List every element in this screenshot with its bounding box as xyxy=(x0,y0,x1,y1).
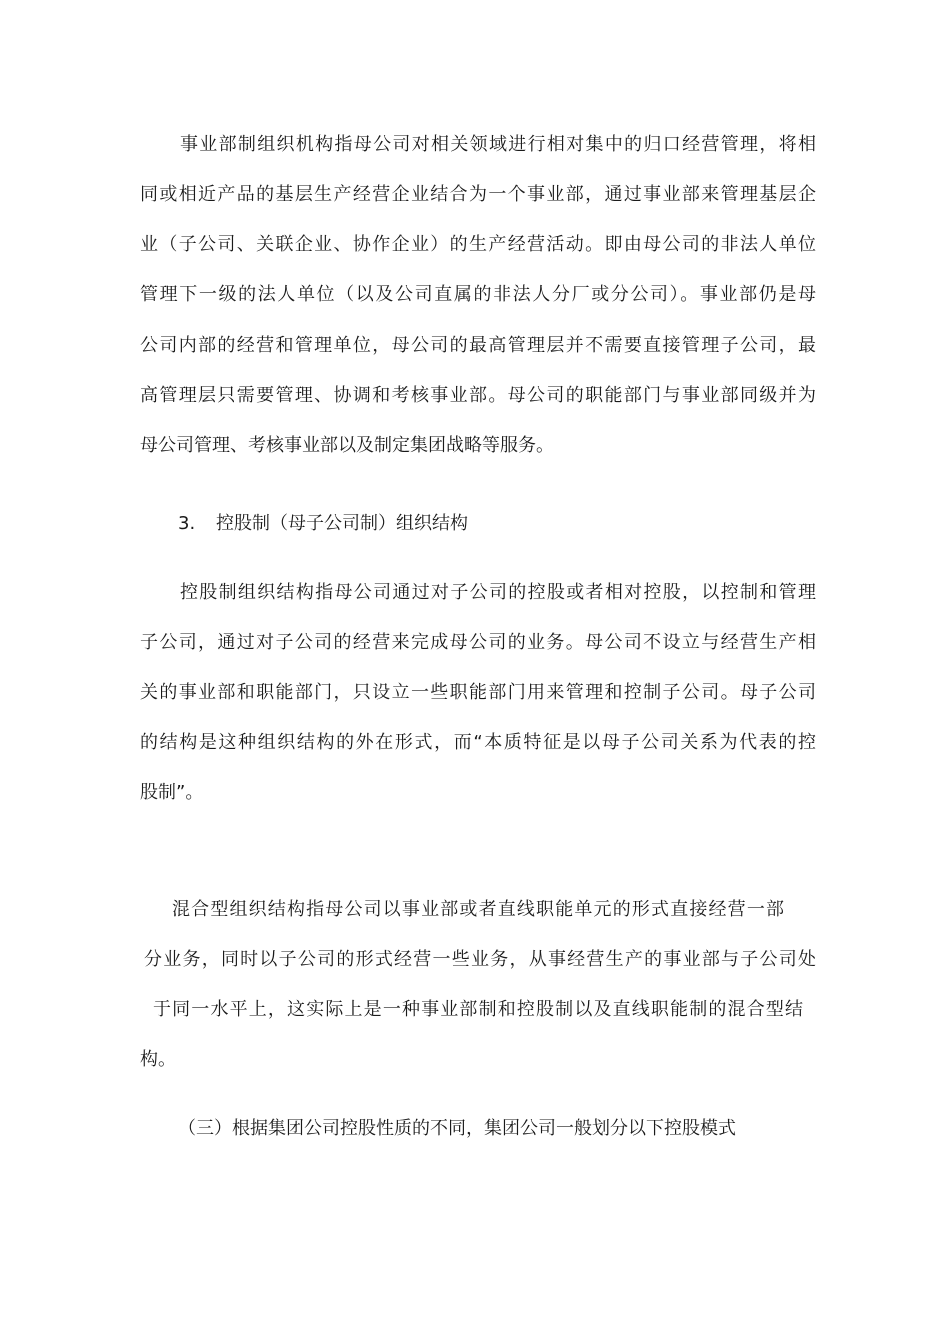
paragraph-line: 分业务，同时以子公司的形式经营一些业务，从事经营生产的事业部与子公司处 xyxy=(144,949,816,970)
paragraph-line: 股制”。 xyxy=(140,782,204,803)
heading-title: 控股制（母子公司制）组织结构 xyxy=(216,513,468,534)
paragraph-line: 同或相近产品的基层生产经营企业结合为一个事业部，通过事业部来管理基层企 xyxy=(140,184,816,205)
paragraph-line: 子公司，通过对子公司的经营来完成母公司的业务。母公司不设立与经营生产相 xyxy=(140,632,816,653)
paragraph-line: 管理下一级的法人单位（以及公司直属的非法人分厂或分公司）。事业部仍是母 xyxy=(140,284,816,305)
paragraph-line: 构。 xyxy=(140,1049,176,1070)
paragraph-line: 公司内部的经营和管理单位，母公司的最高管理层并不需要直接管理子公司，最 xyxy=(140,335,816,356)
paragraph-line: 控股制组织结构指母公司通过对子公司的控股或者相对控股，以控制和管理 xyxy=(180,582,816,603)
paragraph-line: 母公司管理、考核事业部以及制定集团战略等服务。 xyxy=(140,435,554,456)
paragraph-line: 关的事业部和职能部门，只设立一些职能部门用来管理和控制子公司。母子公司 xyxy=(140,682,816,703)
paragraph-line: 于同一水平上，这实际上是一种事业部制和控股制以及直线职能制的混合型结 xyxy=(153,999,803,1020)
paragraph-line: 事业部制组织机构指母公司对相关领域进行相对集中的归口经营管理，将相 xyxy=(180,134,816,155)
paragraph-line: 混合型组织结构指母公司以事业部或者直线职能单元的形式直接经营一部 xyxy=(172,899,784,920)
paragraph-line: 高管理层只需要管理、协调和考核事业部。母公司的职能部门与事业部同级并为 xyxy=(140,385,816,406)
heading-number: 3. xyxy=(178,513,196,534)
paragraph-line: 业（子公司、关联企业、协作企业）的生产经营活动。即由母公司的非法人单位 xyxy=(140,234,816,255)
section-heading-holding-modes: （三）根据集团公司控股性质的不同，集团公司一般划分以下控股模式 xyxy=(178,1118,736,1139)
paragraph-line: 的结构是这种组织结构的外在形式，而“本质特征是以母子公司关系为代表的控 xyxy=(140,732,816,753)
